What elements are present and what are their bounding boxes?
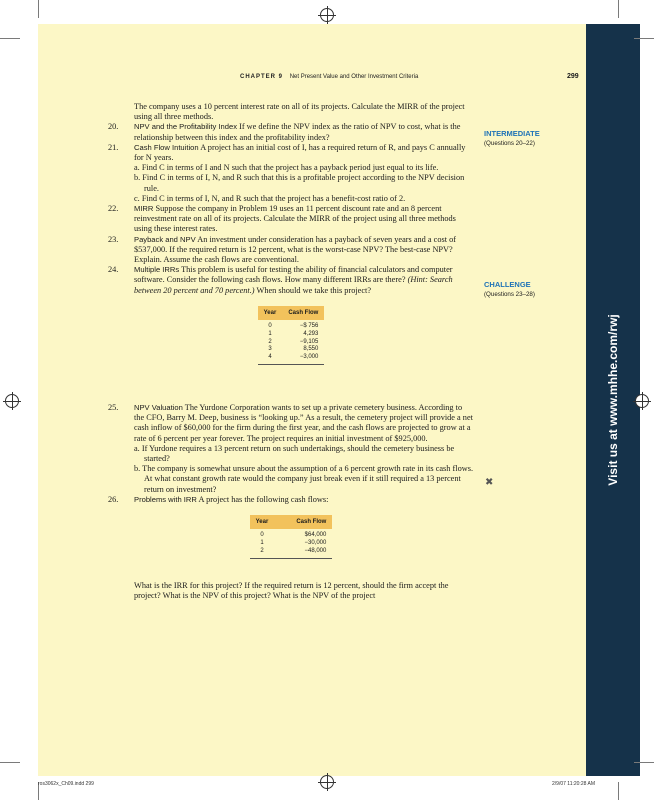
problem-24 <box>108 265 474 296</box>
cash-flow-table-2 <box>250 515 333 559</box>
year-cell: 4 <box>258 354 283 364</box>
table-row <box>258 320 325 331</box>
spreadsheet-icon: ✖ <box>485 477 494 488</box>
chapter-label: CHAPTER 9 <box>240 74 284 80</box>
footer-file-slug: ros3062x_Ch09.indd 299 <box>38 781 94 787</box>
cash-flow-cell: −30,000 <box>304 540 327 547</box>
problem-number: 22. <box>108 204 119 214</box>
problem-number: 24. <box>108 265 119 275</box>
table-header-year: Year <box>258 306 283 320</box>
problem-text: The Yurdone Corporation wants to set up a private cemetery business. According to the CFO, Barry M. Deep, business is “looking up.” As a result, the cemetery project will provide a net cash inflow of $60,000 for the firm during the first year, and the cash flows are projected to grow at a rate of 6 percent per year forever. The project requires an initial investment of $925,000. <box>134 403 473 443</box>
intermediate-label <box>484 129 540 147</box>
cash-flow-cell: −$ 756 <box>299 323 319 330</box>
year-cell: 0 <box>260 532 264 539</box>
year-cell: 0 <box>268 323 272 330</box>
table-row <box>258 354 325 364</box>
problem-number: 23. <box>108 234 119 244</box>
problem-text: A project has an initial cost of I, has a required return of R, and pays C annually for N years. <box>134 142 466 163</box>
question-range: (Questions 23–28) <box>484 291 535 298</box>
problem-20 <box>108 122 474 142</box>
problem-number: 25. <box>108 403 119 413</box>
table-row <box>258 346 325 354</box>
level-label: INTERMEDIATE <box>484 129 540 138</box>
problem-text: This problem is useful for testing the ability of financial calculators and computer software. Consider the following cash flows. How many different IRRs are there? <box>134 265 453 285</box>
problem-title: MIRR <box>134 204 154 214</box>
year-cell: 2 <box>268 338 272 345</box>
problem-number: 20. <box>108 122 119 132</box>
page-number: 299 <box>567 73 579 80</box>
registration-mark-left <box>5 394 19 408</box>
problem-title: NPV Valuation <box>134 403 183 413</box>
problem-number: 26. <box>108 494 119 504</box>
question-range: (Questions 20–22) <box>484 140 535 147</box>
table-row <box>250 529 333 540</box>
level-label: CHALLENGE <box>484 280 531 289</box>
crop-mark <box>0 38 20 39</box>
crop-mark <box>0 762 20 763</box>
table-row <box>250 540 333 548</box>
cash-flow-cell: $64,000 <box>304 532 327 539</box>
problem-title: Multiple IRRs <box>134 265 180 275</box>
problem-text: An investment under consideration has a payback of seven years and a cost of $537,000. If the required return is 12 percent, what is the worst-case NPV? The best-case NPV? Explain. Assume the cash flows are conventional. <box>134 234 456 265</box>
chapter-title: Net Present Value and Other Investment Criteria <box>289 74 419 80</box>
problem-21-part-b: b. Find C in terms of I, N, and R such that this is a profitable project according to the NPV decision rule. <box>134 173 465 193</box>
problem-text-end: When should we take this project? <box>256 285 372 295</box>
cash-flow-cell: −9,105 <box>299 338 319 345</box>
registration-mark-right <box>635 394 649 408</box>
table-row <box>258 331 325 339</box>
problem-21-part-c: c. Find C in terms of I, N, and R such that the project has a benefit-cost ratio of 2. <box>134 193 406 203</box>
problem-title: Problems with IRR <box>134 494 197 504</box>
cash-flow-cell: −48,000 <box>274 548 332 558</box>
cash-flow-cell: −3,000 <box>282 354 324 364</box>
problem-number: 21. <box>108 142 119 152</box>
problem-21-part-a: a. Find C in terms of I and N such that the project has a payback period just equal to its life. <box>134 163 439 173</box>
year-cell: 3 <box>268 346 272 353</box>
year-cell: 1 <box>268 330 272 337</box>
problem-25-part-b: b. The company is somewhat unsure about the assumption of a 6 percent growth rate in its cash flows. At what constant growth rate would the company just break even if it still required a 13 percent return on investment? <box>134 464 474 494</box>
registration-mark-bottom <box>320 775 334 789</box>
problem-text: If we define the NPV index as the ratio of NPV to cost, what is the relationship between this index and the profitability index? <box>134 122 461 142</box>
challenge-label <box>484 280 535 298</box>
crop-mark <box>634 38 654 39</box>
crop-mark <box>618 0 619 18</box>
registration-mark-top <box>320 8 334 22</box>
footer-timestamp: 2/9/07 11:20:28 AM <box>552 781 595 787</box>
problem-21 <box>108 143 474 163</box>
table-row <box>250 548 333 558</box>
problem-title: NPV and the Profitability Index <box>134 122 237 132</box>
problem-22 <box>108 204 474 235</box>
crop-mark <box>634 762 654 763</box>
problem-25 <box>108 403 474 444</box>
cash-flow-table-1 <box>258 306 325 365</box>
problem-23 <box>108 235 474 266</box>
table-row <box>258 339 325 347</box>
running-header <box>240 74 418 80</box>
problem-title: Cash Flow Intuition <box>134 142 199 152</box>
table-header-year: Year <box>250 515 275 529</box>
problem-25-part-a: a. If Yurdone requires a 13 percent return on such undertakings, should the cemetery business be started? <box>134 443 455 464</box>
year-cell: 1 <box>260 540 264 547</box>
problem-text: A project has the following cash flows: <box>198 494 329 504</box>
cash-flow-cell: 8,550 <box>303 346 319 353</box>
sidebar-url-text: Visit us at www.mhhe.com/rwj <box>606 314 620 486</box>
table-header-cash-flow: Cash Flow <box>274 515 332 529</box>
year-cell: 2 <box>250 548 275 558</box>
problem-26 <box>108 495 474 505</box>
problem-text: Suppose the company in Problem 19 uses an 11 percent discount rate and an 8 percent reinvestment rate on all of its projects. Calculate the MIRR of the project using all three methods using these interest rates. <box>134 204 456 234</box>
intro-paragraph: The company uses a 10 percent interest rate on all of its projects. Calculate the MIRR of the project using all three methods. <box>134 102 465 122</box>
crop-mark <box>618 782 619 800</box>
table-header-cash-flow: Cash Flow <box>282 306 324 320</box>
cash-flow-cell: 4,293 <box>303 330 319 337</box>
crop-mark <box>38 0 39 18</box>
problem-title: Payback and NPV <box>134 234 196 244</box>
problem-26-continuation: What is the IRR for this project? If the required return is 12 percent, should the firm accept the project? What is the NPV of this project? What is the NPV of the project <box>134 580 449 600</box>
problem-column <box>108 102 474 601</box>
problem-hint: (Hint: Search between 20 percent and 70 percent.) <box>134 275 453 295</box>
